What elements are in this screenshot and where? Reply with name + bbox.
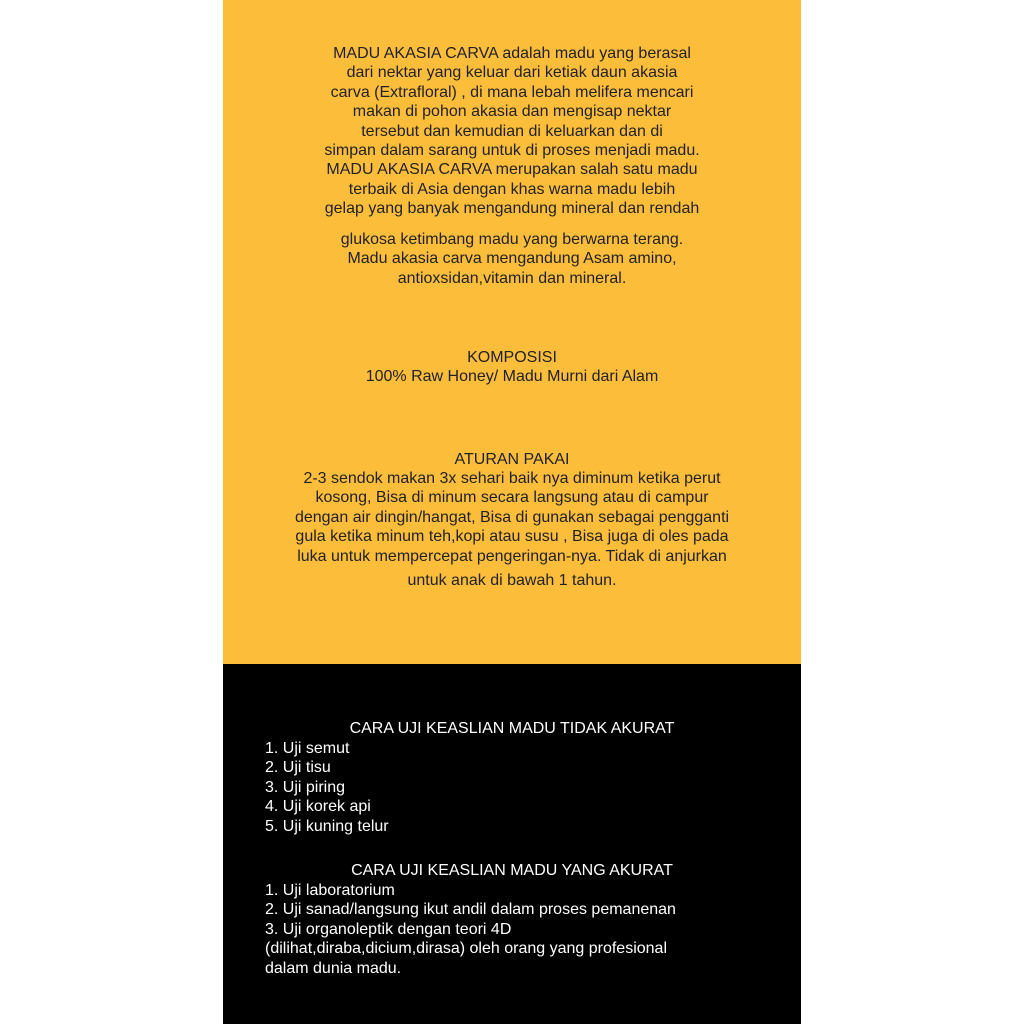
intro-line: makan di pohon akasia dan mengisap nektar [352, 103, 672, 121]
usage-line: 2-3 sendok makan 3x sehari baik nya diminum ketika perut [303, 470, 721, 487]
intro-line: terbaik di Asia dengan khas warna madu lebih [348, 180, 676, 198]
list-item: 2. Uji sanad/langsung ikut andil dalam proses pemanenan [265, 901, 676, 919]
intro-line: gelap yang banyak mengandung mineral dan rendah [324, 200, 700, 218]
composition-section [223, 348, 801, 387]
list-item: (dilihat,diraba,dicium,dirasa) oleh orang yang profesional [265, 940, 668, 958]
intro-line: dari nektar yang keluar dari ketiak daun akasia [346, 64, 678, 82]
intro-line: carva (Extrafloral) , di mana lebah melifera mencari [330, 83, 694, 101]
intro-line: tersebut dan kemudian di keluarkan dan di [361, 122, 663, 140]
usage-heading: ATURAN PAKAI [454, 451, 570, 468]
list-item: 2. Uji tisu [265, 759, 331, 777]
usage-line: untuk anak di bawah 1 tahun. [407, 572, 617, 589]
inaccurate-tests-heading: CARA UJI KEASLIAN MADU TIDAK AKURAT [349, 720, 675, 737]
intro-line: antioxsidan,vitamin dan mineral. [397, 269, 627, 287]
usage-last-line-wrap [223, 571, 801, 590]
usage-line: dengan air dingin/hangat, Bisa di gunakan sebagai pengganti [294, 508, 730, 526]
intro-line: MADU AKASIA CARVA merupakan salah satu madu [326, 161, 698, 179]
usage-line: luka untuk mempercepat pengeringan-nya. Tidak di anjurkan [297, 547, 727, 565]
composition-text: 100% Raw Honey/ Madu Murni dari Alam [365, 368, 659, 386]
intro-paragraph-continued [223, 230, 801, 288]
list-item: 1. Uji laboratorium [265, 882, 395, 899]
intro-line: glukosa ketimbang madu yang berwarna terang. [340, 231, 684, 248]
list-item: dalam dunia madu. [265, 959, 402, 977]
usage-line: gula ketika minum teh,kopi atau susu , Bisa juga di oles pada [295, 528, 729, 546]
intro-paragraph [223, 44, 801, 219]
inaccurate-tests-list [265, 739, 389, 836]
authenticity-test-panel [223, 664, 801, 1024]
list-item: 3. Uji piring [265, 778, 346, 796]
list-item: 1. Uji semut [265, 740, 350, 757]
accurate-tests-heading: CARA UJI KEASLIAN MADU YANG AKURAT [351, 862, 673, 879]
description-panel [223, 0, 801, 664]
intro-line: Madu akasia carva mengandung Asam amino, [347, 250, 677, 268]
list-item: 4. Uji korek api [265, 798, 371, 816]
intro-line: MADU AKASIA CARVA adalah madu yang berasal [333, 45, 691, 62]
composition-heading: KOMPOSISI [467, 349, 557, 366]
usage-instructions [223, 469, 801, 566]
list-item: 5. Uji kuning telur [265, 817, 389, 835]
accurate-tests-list [265, 881, 676, 978]
intro-line: simpan dalam sarang untuk di proses menjadi madu. [324, 142, 700, 160]
usage-line: kosong, Bisa di minum secara langsung atau di campur [315, 489, 709, 507]
list-item: 3. Uji organoleptik dengan teori 4D [265, 920, 512, 938]
usage-heading-wrap [223, 450, 801, 469]
